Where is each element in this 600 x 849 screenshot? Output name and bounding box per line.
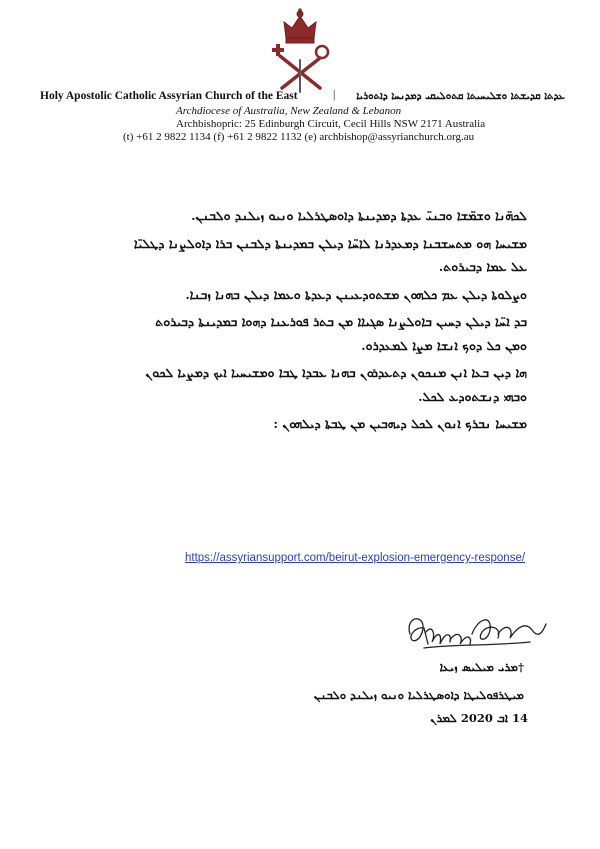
letter-body (132, 204, 527, 440)
letter-paragraph: ܗܐ ܕܝܢ ܒܥܐ ܐܢܢ ܡܢܟܘܢ ܕܬܥܕܪܘܢ ܒܗܢܐ ܥܒܕܐ ܛܒܐ ܘܡܫܝܚܝܐ ܐܝܟ ܕܡܨܝܐ ܠܟܘܢ ܘܒܗܝ ܕܢܫܬܘܕܥ ܠܟܠ. (145, 365, 527, 404)
signatory-name: †ܡܪܝ ܡܝܠܝܣ ܙܝܥܐ (439, 660, 524, 674)
donation-link[interactable]: https://assyriansupport.com/beirut-explosion-emergency-response/ (185, 552, 526, 564)
letter-paragraph: ܡܫܝܚܐ ܗܘ ܡܬܚܫܒܢܐ ܕܡܥܕܪܢܐ ܠܐܚ̈ܐ ܕܝܠܢ ܒܡܕܝܢܬܐ ܕܠܒܢܢ ܒܪܐ ܕܐܘܠܨܢܐ ܕܛܠܝ̈ܐ ܥܠ ܥܡܐ ܕܒܝܪܘܬ. (133, 235, 527, 274)
date-suffix: ܠܡܪܢ (430, 711, 457, 725)
archdiocese-line: Archdiocese of Australia, New Zealand & Lebanon (176, 105, 402, 117)
letter-paragraph: ܡܫܝܚܐ ܢܒܪܟ ܐܢܘܢ ܠܟܠ ܕܝܗܒܝܢ ܡܢ ܛܒܬܐ ܕܝܠܗܘܢ : (273, 416, 527, 431)
title-separator: | (333, 89, 336, 101)
church-crest-logo (262, 8, 338, 94)
address-line: Archbishopric: 25 Edinburgh Circuit, Cecil Hills NSW 2171 Australia (176, 118, 486, 130)
letter-paragraph: ܘܨܠܘܬܐ ܕܝܠܢ ܥܡ ܟܠܗܘܢ ܡܫܬܘܕܥܝܢܢ ܕܥܕܬܐ ܘܥܡܐ ܕܝܠܢ ܒܗܢܐ ܙܒܢܐ. (185, 286, 527, 302)
date-month: ܐܒ (496, 711, 508, 725)
date-year: 2020 (460, 711, 493, 725)
letter-paragraph: ܠܟܗ̈ܢܐ ܘܫܡ̈ܫܐ ܘܒܢܝ̈ ܥܕܬܐ ܕܡܕܝܢܬܐ ܕܐܘܣܛܪܠܝܐ ܘܢܝܘ ܙܝܠܢܕ ܘܠܒܢܢ. (191, 208, 527, 223)
date-day: 14 (511, 711, 528, 725)
handwritten-signature (402, 604, 552, 659)
church-name-english: Holy Apostolic Catholic Assyrian Church of the East (40, 90, 298, 102)
contact-line: (t) +61 2 9822 1134 (f) +61 2 9822 1132 (e) archbishop@assyrianchurch.org.au (123, 131, 475, 143)
letter-paragraph: ܒܕ ܐܚ̈ܐ ܕܝܠܢ ܕܚܝܢ ܒܐܘܠܨܢܐ ܣܓܝܐܐ ܡܢ ܒܬܪ ܦܘܪܥܢܐ ܕܗܘܐ ܒܡܕܝܢܬܐ ܕܒܝܪܘܬ ܘܡܢ ܟܠ ܕܘܟ ܐܢܫܐ ܡܨܐ ܠܡܥܕܪܘ. (155, 314, 527, 353)
signatory-title: ܡܝܛܪܦܘܠܝܛܐ ܕܐܘܣܛܪܠܝܐ ܘܢܝܘ ܙܝܠܢܕ ܘܠܒܢܢ (313, 688, 524, 702)
letter-date (430, 711, 528, 726)
letterhead-title (40, 90, 565, 106)
church-name-syriac: ܥܕܬܐ ܩܕܝܫܬܐ ܘܫܠܝܚܝܬܐ ܩܬܘܠܝܩܝ ܕܡܕܢܚܐ ܕܐܬܘܪܝܐ (356, 91, 565, 102)
